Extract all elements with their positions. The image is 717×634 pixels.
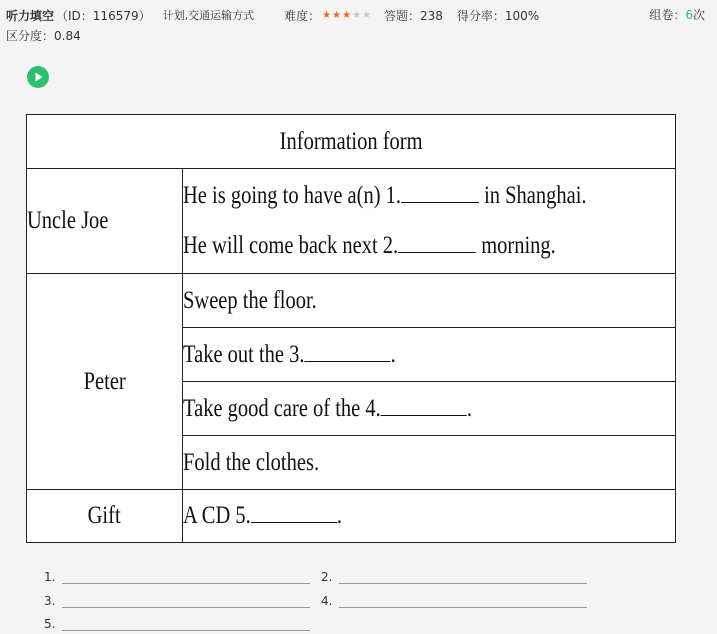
peter-task-4 bbox=[182, 436, 675, 490]
name-cell-gift bbox=[27, 490, 183, 543]
line-text: Sweep the floor. bbox=[182, 286, 317, 314]
answer-item-5 bbox=[44, 617, 310, 631]
line-text: . bbox=[336, 502, 342, 529]
uncle-joe-line-1 bbox=[183, 169, 675, 223]
answer-number: 3. bbox=[44, 594, 56, 608]
line-text: in Shanghai. bbox=[478, 182, 587, 209]
question-topic: 计划,交通运输方式 bbox=[162, 9, 255, 22]
answer-input-5[interactable] bbox=[62, 618, 310, 631]
line-text: morning. bbox=[475, 232, 556, 259]
paper-count-value: 6 bbox=[685, 8, 693, 22]
peter-task-1 bbox=[182, 274, 675, 328]
paper-count bbox=[649, 6, 705, 23]
form-title: Information form bbox=[279, 127, 423, 155]
line-text: Take good care of the 4. bbox=[182, 394, 381, 422]
answer-input-1[interactable] bbox=[62, 571, 310, 584]
line-text: Take out the 3. bbox=[182, 340, 305, 368]
uncle-joe-details bbox=[182, 169, 675, 274]
line-text: He is going to have a(n) 1. bbox=[182, 182, 401, 209]
answer-area bbox=[0, 560, 717, 634]
star-empty-icon: ★ bbox=[352, 9, 362, 21]
blank-2 bbox=[398, 232, 476, 253]
information-form bbox=[26, 114, 676, 542]
score-rate: 得分率：100% bbox=[456, 8, 540, 23]
paper-count-label: 组卷： bbox=[649, 8, 686, 22]
play-button[interactable] bbox=[27, 66, 49, 88]
row-name: Peter bbox=[83, 367, 126, 395]
answer-number: 4. bbox=[321, 594, 333, 608]
question-header bbox=[0, 0, 717, 48]
question-type: 听力填空 bbox=[6, 8, 55, 23]
answer-item-2 bbox=[321, 570, 587, 584]
answer-item-1 bbox=[44, 570, 310, 584]
uncle-joe-line-2 bbox=[183, 223, 675, 273]
name-cell-uncle-joe bbox=[27, 169, 183, 274]
answer-item-3 bbox=[44, 594, 310, 608]
row-name: Gift bbox=[87, 502, 121, 529]
answer-number: 2. bbox=[321, 570, 333, 584]
difficulty-label: 难度： bbox=[284, 8, 321, 23]
gift-detail bbox=[182, 490, 675, 543]
line-text: . bbox=[390, 340, 396, 368]
blank-3 bbox=[304, 341, 390, 362]
discrimination: 区分度：0.84 bbox=[6, 29, 81, 43]
play-icon bbox=[27, 66, 49, 88]
difficulty-stars bbox=[322, 10, 372, 21]
line-text: Fold the clothes. bbox=[182, 448, 319, 476]
blank-4 bbox=[381, 395, 467, 416]
name-cell-peter bbox=[27, 274, 183, 490]
difficulty bbox=[284, 7, 372, 24]
answer-input-4[interactable] bbox=[339, 595, 587, 608]
star-filled-icon: ★ bbox=[332, 9, 343, 21]
answer-number: 1. bbox=[44, 570, 56, 584]
question-id: （ID：116579） bbox=[56, 8, 151, 23]
information-table bbox=[26, 114, 676, 543]
answer-input-3[interactable] bbox=[62, 595, 310, 608]
form-title-cell bbox=[27, 115, 676, 169]
answer-count: 答题：238 bbox=[383, 8, 443, 23]
line-text: A CD 5. bbox=[182, 502, 251, 529]
answer-number: 5. bbox=[44, 617, 56, 631]
star-empty-icon: ★ bbox=[362, 9, 372, 21]
line-text: . bbox=[466, 394, 472, 422]
question-meta-row bbox=[6, 6, 539, 24]
blank-1 bbox=[401, 182, 479, 203]
line-text: He will come back next 2. bbox=[182, 232, 399, 259]
star-filled-icon: ★ bbox=[342, 9, 353, 21]
answer-input-2[interactable] bbox=[339, 571, 587, 584]
peter-task-2 bbox=[182, 328, 675, 382]
star-filled-icon: ★ bbox=[322, 9, 333, 21]
peter-task-3 bbox=[182, 382, 675, 436]
answer-item-4 bbox=[321, 594, 587, 608]
row-name: Uncle Joe bbox=[27, 207, 109, 234]
blank-5 bbox=[251, 502, 337, 523]
paper-count-unit: 次 bbox=[692, 8, 705, 22]
